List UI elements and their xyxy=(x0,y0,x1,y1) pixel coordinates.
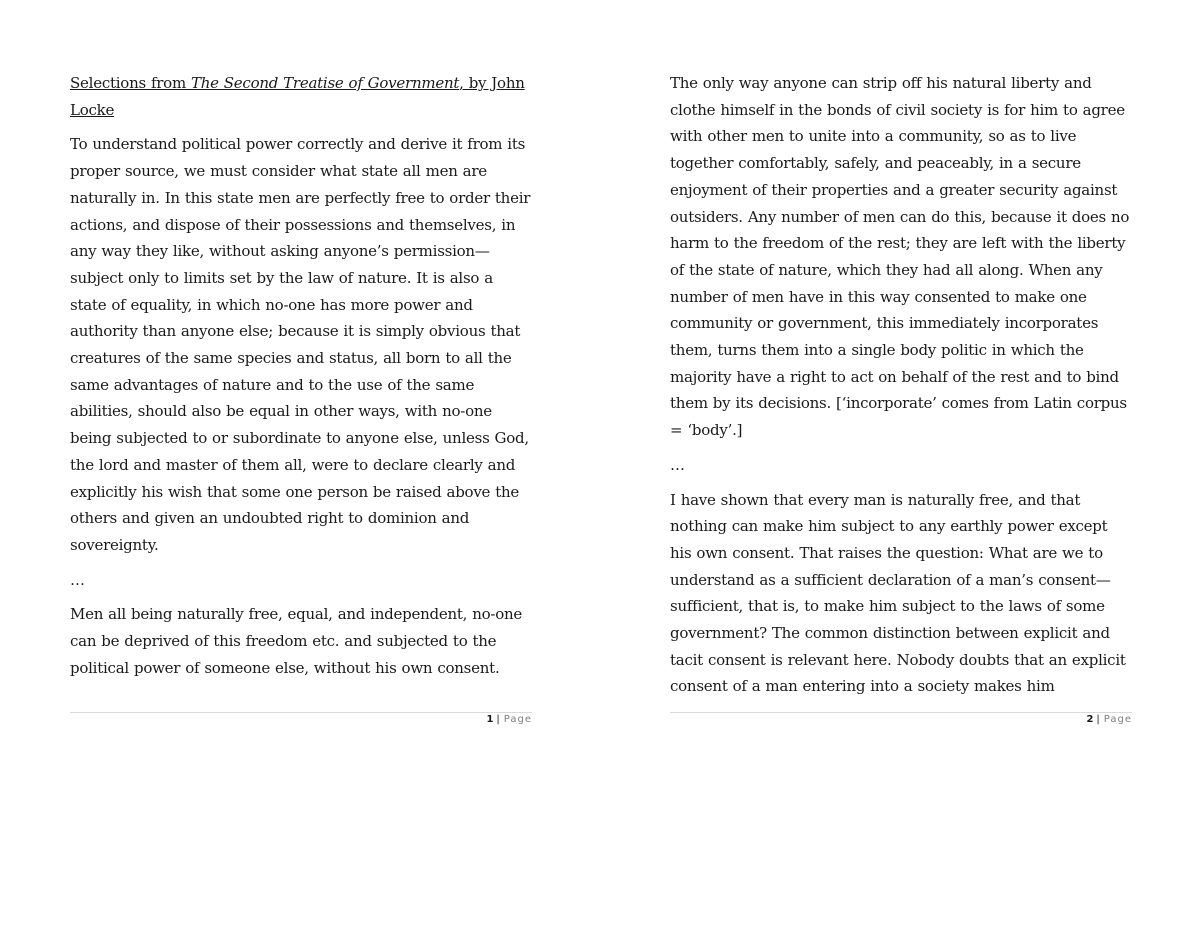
paragraph: To understand political power correctly and derive it from its proper source, we must consider what state all men are naturally in. In this state men are perfectly free to order their actions, and dispose of their possessions and themselves, in any way they like, without asking anyone’s permission—subject only to limits set by the law of nature. It is also a state of equality, in which no-one has more power and authority than anyone else; because it is simply obvious that creatures of the same species and status, all born to all the same advantages of nature and to the use of the same abilities, should also be equal in other ways, with no-one being subjected to or subordinate to anyone else, unless God, the lord and master of them all, were to declare clearly and explicitly his wish that some one person be raised above the others and given an undoubted right to dominion and sovereignty. xyxy=(70,135,531,554)
footer-separator: | xyxy=(496,714,501,725)
page-label: Page xyxy=(503,714,532,725)
ellipsis: … xyxy=(70,570,85,589)
page-footer xyxy=(670,712,1132,725)
document-page-1 xyxy=(70,70,532,725)
page-number: 1 xyxy=(486,714,495,725)
page-label: Page xyxy=(1103,714,1132,725)
book-title: The Second Treatise of Government xyxy=(190,74,460,92)
document-title: Selections from The Second Treatise of Government, by John Locke xyxy=(70,74,525,119)
paragraph: Men all being naturally free, equal, and independent, no-one can be deprived of this freedom etc. and subjected to the political power of someone else, without his own consent. xyxy=(70,605,523,677)
footer-separator: | xyxy=(1096,714,1101,725)
page-number: 2 xyxy=(1086,714,1095,725)
ellipsis: … xyxy=(670,455,685,474)
page-2-body xyxy=(670,70,1132,700)
document-page-2 xyxy=(670,70,1132,725)
paragraph: I have shown that every man is naturally free, and that nothing can make him subject to any earthly power except his own consent. That raises the question: What are we to understand as a sufficient declaration of a man’s consent—sufficient, that is, to make him subject to the laws of some government? The common distinction between explicit and tacit consent is relevant here. Nobody doubts that an explicit consent of a man entering into a society makes him xyxy=(670,490,1126,696)
paragraph: The only way anyone can strip off his natural liberty and clothe himself in the bonds of civil society is for him to agree with other men to unite into a community, so as to live together comfortably, safely, and peaceably, in a secure enjoyment of their properties and a greater security against outsiders. Any number of men can do this, because it does no harm to the freedom of the rest; they are left with the liberty of the state of nature, which they had all along. When any number of men have in this way consented to make one community or government, this immediately incorporates them, turns them into a single body politic in which the majority have a right to act on behalf of the rest and to bind them by its decisions. [‘incorporate’ comes from Latin corpus = ‘body’.] xyxy=(670,74,1130,440)
page-footer xyxy=(70,712,532,725)
page-1-body xyxy=(70,70,532,681)
